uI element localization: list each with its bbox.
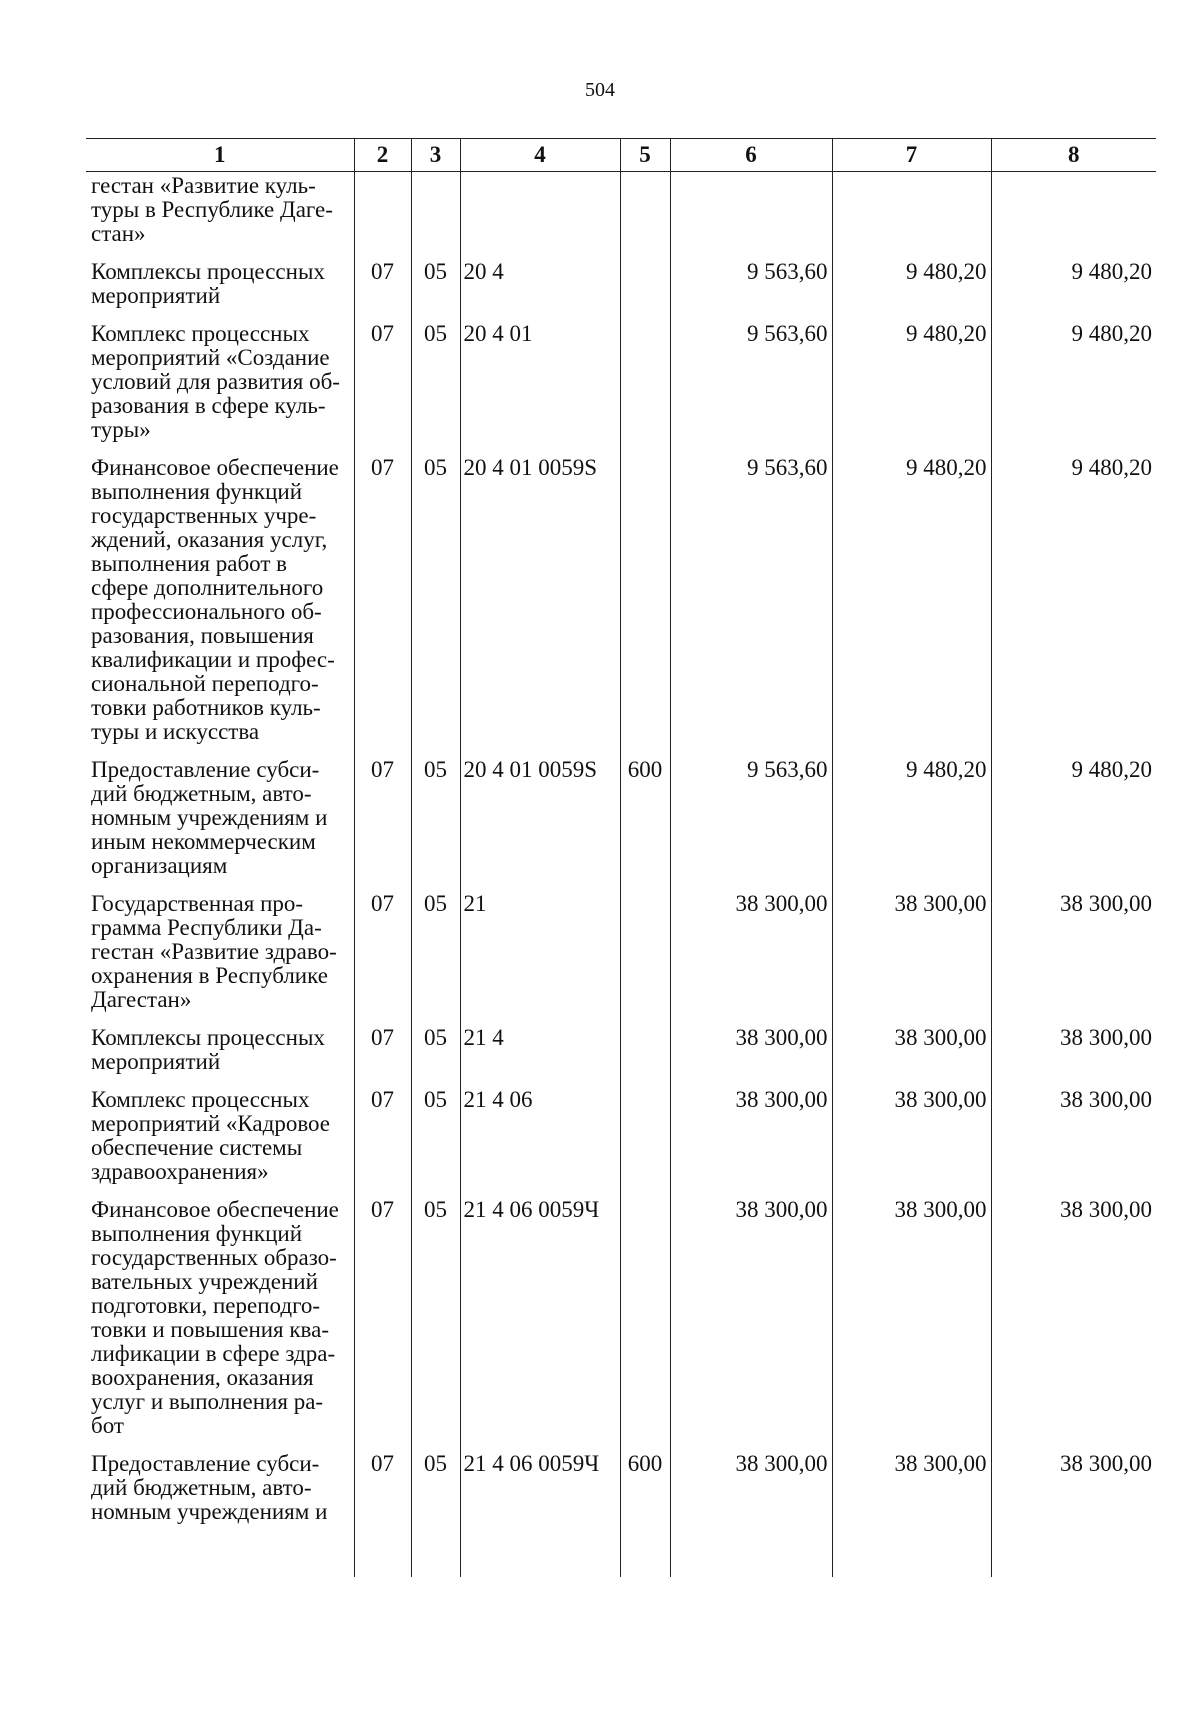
- table-row: [86, 1074, 1156, 1184]
- section-code-cell: 07: [354, 308, 411, 442]
- subsection-code-cell: 05: [411, 246, 460, 308]
- section-code-cell: 07: [354, 1012, 411, 1074]
- description-line: разования, повышения: [91, 623, 314, 648]
- description-line: условий для развития об-: [91, 369, 340, 394]
- description-line: мероприятий: [91, 1049, 221, 1074]
- target-article-cell: 21: [460, 878, 620, 1012]
- amount-col6-cell: 9 563,60: [670, 442, 832, 744]
- amount-col6-cell: 38 300,00: [670, 1074, 832, 1184]
- column-header-8: 8: [991, 139, 1156, 172]
- amount-col6-cell: 38 300,00: [670, 1012, 832, 1074]
- target-article-cell: 21 4 06 0059Ч: [460, 1184, 620, 1438]
- description-line: бот: [91, 1413, 124, 1438]
- amount-col7-cell: 9 480,20: [832, 246, 991, 308]
- description-line: выполнения функций: [91, 1221, 302, 1246]
- section-code-cell: 07: [354, 1438, 411, 1577]
- amount-col7-cell: 38 300,00: [832, 878, 991, 1012]
- description-line: разования в сфере куль-: [91, 393, 326, 418]
- description-line: профессионального об-: [91, 599, 322, 624]
- target-article-cell: 20 4 01 0059S: [460, 744, 620, 878]
- amount-col7-cell: 9 480,20: [832, 744, 991, 878]
- description-line: Финансовое обеспечение: [91, 1197, 339, 1222]
- table-row: [86, 1184, 1156, 1438]
- page-number: 504: [585, 79, 615, 101]
- description-line: туры»: [91, 417, 151, 442]
- target-article-cell: [460, 172, 620, 247]
- section-code-cell: 07: [354, 246, 411, 308]
- description-line: Комплексы процессных: [91, 1025, 325, 1050]
- description-line: услуг и выполнения ра-: [91, 1389, 324, 1414]
- amount-col7-cell: 38 300,00: [832, 1184, 991, 1438]
- expense-type-cell: 600: [620, 744, 670, 878]
- description-line: мероприятий «Создание: [91, 345, 330, 370]
- description-line: государственных образо-: [91, 1245, 337, 1270]
- subsection-code-cell: 05: [411, 878, 460, 1012]
- description-line: Финансовое обеспечение: [91, 455, 339, 480]
- amount-col8-cell: 38 300,00: [991, 878, 1156, 1012]
- description-line: здравоохранения»: [91, 1159, 269, 1184]
- subsection-code-cell: 05: [411, 1074, 460, 1184]
- description-line: государственных учре-: [91, 503, 317, 528]
- description-line: воохранения, оказания: [91, 1365, 314, 1390]
- target-article-cell: 20 4: [460, 246, 620, 308]
- description-cell: [86, 308, 354, 442]
- subsection-code-cell: 05: [411, 1184, 460, 1438]
- subsection-code-cell: 05: [411, 308, 460, 442]
- description-line: номным учреждениям и: [91, 805, 328, 830]
- amount-col8-cell: 9 480,20: [991, 744, 1156, 878]
- subsection-code-cell: 05: [411, 1438, 460, 1577]
- amount-col7-cell: 38 300,00: [832, 1438, 991, 1577]
- description-line: лификации в сфере здра-: [91, 1341, 336, 1366]
- description-line: стан»: [91, 221, 146, 246]
- subsection-code-cell: 05: [411, 1012, 460, 1074]
- expense-type-cell: [620, 172, 670, 247]
- description-line: Государственная про-: [91, 891, 304, 916]
- description-line: выполнения функций: [91, 479, 302, 504]
- section-code-cell: 07: [354, 1074, 411, 1184]
- target-article-cell: 21 4 06: [460, 1074, 620, 1184]
- amount-col6-cell: [670, 172, 832, 247]
- amount-col8-cell: 38 300,00: [991, 1074, 1156, 1184]
- expense-type-cell: [620, 246, 670, 308]
- description-cell: [86, 744, 354, 878]
- subsection-code-cell: 05: [411, 744, 460, 878]
- section-code-cell: 07: [354, 1184, 411, 1438]
- amount-col7-cell: 38 300,00: [832, 1074, 991, 1184]
- description-cell: [86, 442, 354, 744]
- description-cell: [86, 246, 354, 308]
- column-header-2: 2: [354, 139, 411, 172]
- expense-type-cell: [620, 878, 670, 1012]
- section-code-cell: 07: [354, 744, 411, 878]
- section-code-cell: 07: [354, 442, 411, 744]
- description-line: сиональной переподго-: [91, 671, 319, 696]
- table-header: [86, 139, 1156, 172]
- amount-col6-cell: 38 300,00: [670, 1438, 832, 1577]
- description-line: Комплекс процессных: [91, 1087, 310, 1112]
- description-line: подготовки, переподго-: [91, 1293, 321, 1318]
- description-cell: [86, 1438, 354, 1577]
- description-line: дий бюджетным, авто-: [91, 1475, 312, 1500]
- description-line: мероприятий «Кадровое: [91, 1111, 331, 1136]
- amount-col6-cell: 38 300,00: [670, 1184, 832, 1438]
- description-line: товки работников куль-: [91, 695, 321, 720]
- column-header-1: 1: [86, 139, 354, 172]
- description-line: Дагестан»: [91, 987, 192, 1012]
- table-row: [86, 308, 1156, 442]
- amount-col8-cell: 9 480,20: [991, 246, 1156, 308]
- table-body: [86, 172, 1156, 1578]
- description-line: гестан «Развитие куль-: [91, 173, 316, 198]
- table-row: [86, 744, 1156, 878]
- expense-type-cell: 600: [620, 1438, 670, 1577]
- header-row: [86, 139, 1156, 172]
- column-header-3: 3: [411, 139, 460, 172]
- description-line: Предоставление субси-: [91, 1451, 320, 1476]
- description-line: обеспечение системы: [91, 1135, 303, 1160]
- description-line: Комплексы процессных: [91, 259, 325, 284]
- amount-col8-cell: [991, 172, 1156, 247]
- description-line: туры в Республике Даге-: [91, 197, 333, 222]
- amount-col7-cell: 9 480,20: [832, 442, 991, 744]
- amount-col7-cell: 38 300,00: [832, 1012, 991, 1074]
- target-article-cell: 20 4 01 0059S: [460, 442, 620, 744]
- description-line: дий бюджетным, авто-: [91, 781, 312, 806]
- section-code-cell: [354, 172, 411, 247]
- expense-type-cell: [620, 1184, 670, 1438]
- description-cell: [86, 1012, 354, 1074]
- description-line: товки и повышения ква-: [91, 1317, 329, 1342]
- description-line: вательных учреждений: [91, 1269, 318, 1294]
- expense-type-cell: [620, 1074, 670, 1184]
- description-line: туры и искусства: [91, 719, 260, 744]
- amount-col8-cell: 9 480,20: [991, 308, 1156, 442]
- amount-col6-cell: 9 563,60: [670, 744, 832, 878]
- column-header-7: 7: [832, 139, 991, 172]
- table-row: [86, 442, 1156, 744]
- description-cell: [86, 172, 354, 247]
- description-line: мероприятий: [91, 283, 221, 308]
- amount-col7-cell: [832, 172, 991, 247]
- table-row: [86, 246, 1156, 308]
- description-line: выполнения работ в: [91, 551, 288, 576]
- description-line: гестан «Развитие здраво-: [91, 939, 337, 964]
- column-header-5: 5: [620, 139, 670, 172]
- target-article-cell: 20 4 01: [460, 308, 620, 442]
- description-line: грамма Республики Да-: [91, 915, 322, 940]
- description-line: квалификации и профес-: [91, 647, 335, 672]
- table-row: [86, 1012, 1156, 1074]
- amount-col6-cell: 38 300,00: [670, 878, 832, 1012]
- budget-table: [86, 138, 1156, 1577]
- amount-col6-cell: 9 563,60: [670, 308, 832, 442]
- table-row: [86, 878, 1156, 1012]
- column-header-4: 4: [460, 139, 620, 172]
- target-article-cell: 21 4: [460, 1012, 620, 1074]
- subsection-code-cell: 05: [411, 442, 460, 744]
- expense-type-cell: [620, 442, 670, 744]
- description-line: Предоставление субси-: [91, 757, 320, 782]
- description-line: номным учреждениям и: [91, 1499, 328, 1524]
- section-code-cell: 07: [354, 878, 411, 1012]
- description-line: организациям: [91, 853, 228, 878]
- column-header-6: 6: [670, 139, 832, 172]
- table-row: [86, 1438, 1156, 1577]
- description-cell: [86, 1184, 354, 1438]
- amount-col8-cell: 38 300,00: [991, 1438, 1156, 1577]
- subsection-code-cell: [411, 172, 460, 247]
- expense-type-cell: [620, 1012, 670, 1074]
- amount-col8-cell: 38 300,00: [991, 1012, 1156, 1074]
- amount-col6-cell: 9 563,60: [670, 246, 832, 308]
- expense-type-cell: [620, 308, 670, 442]
- description-cell: [86, 1074, 354, 1184]
- amount-col8-cell: 38 300,00: [991, 1184, 1156, 1438]
- description-line: ждений, оказания услуг,: [91, 527, 328, 552]
- target-article-cell: 21 4 06 0059Ч: [460, 1438, 620, 1577]
- description-cell: [86, 878, 354, 1012]
- table-row: [86, 172, 1156, 247]
- amount-col8-cell: 9 480,20: [991, 442, 1156, 744]
- amount-col7-cell: 9 480,20: [832, 308, 991, 442]
- description-line: иным некоммерческим: [91, 829, 316, 854]
- description-line: Комплекс процессных: [91, 321, 310, 346]
- description-line: охранения в Республике: [91, 963, 328, 988]
- description-line: сфере дополнительного: [91, 575, 324, 600]
